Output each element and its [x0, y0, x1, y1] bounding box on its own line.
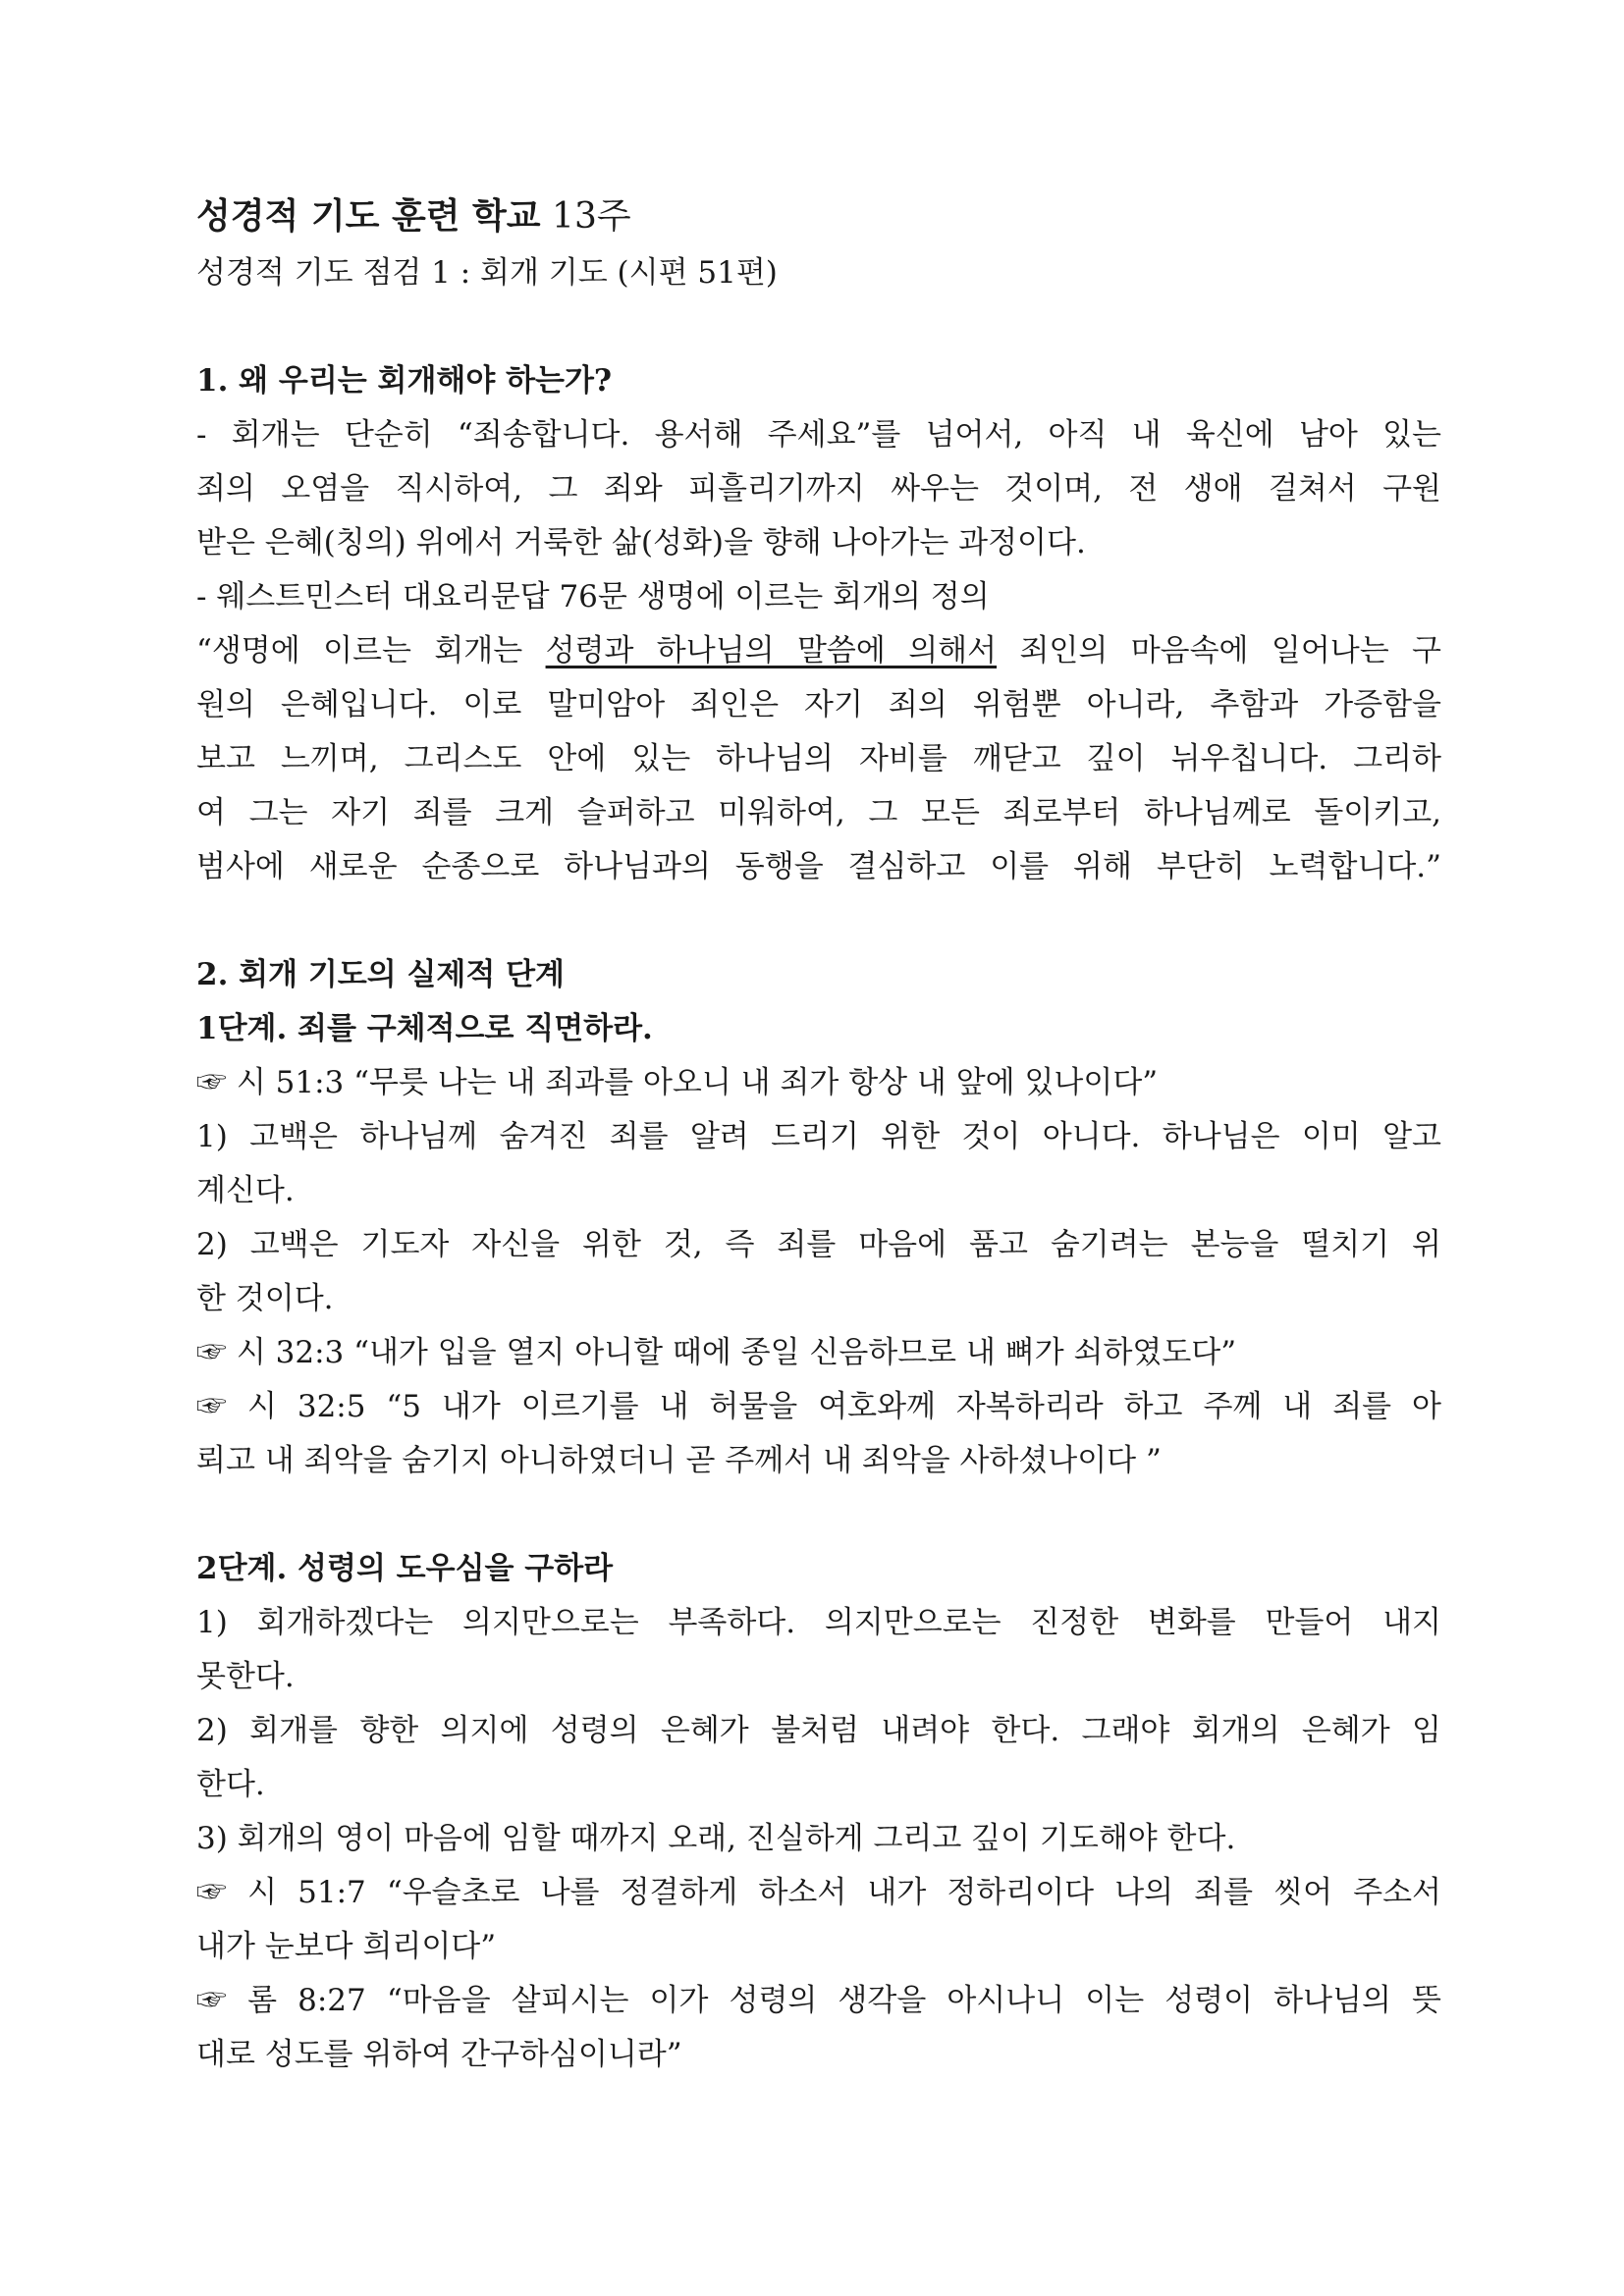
step2-point2-line2: 한다.	[196, 1767, 265, 1802]
verse-rom8-27-line2: 대로 성도를 위하여 간구하심이니라”	[196, 2037, 682, 2072]
verse-ps32-3: ☞ 시 32:3 “내가 입을 열지 아니할 때에 종일 신음하므로 내 뼈가 쇠하였도다”	[196, 1335, 1237, 1370]
section1-bullet2: - 웨스트민스터 대요리문답 76문 생명에 이르는 회개의 정의	[196, 579, 990, 614]
quote-post: 죄인의 마음속에 일어나는 구	[997, 633, 1441, 668]
step2-point2-line1: 2) 회개를 향한 의지에 성령의 은혜가 불처럼 내려야 한다. 그래야 회개의 은혜가 임	[196, 1713, 1441, 1748]
step2-point1-line2: 못한다.	[196, 1659, 295, 1694]
spacer	[196, 894, 1441, 948]
section1-bullet1	[196, 408, 1441, 570]
step1-heading: 1단계. 죄를 구체적으로 직면하라.	[196, 1011, 653, 1046]
week-label: 13주	[552, 196, 631, 237]
verse-ps51-7-line1: ☞ 시 51:7 “우슬초로 나를 정결하게 하소서 내가 정하리이다 나의 죄를 씻어 주소서	[196, 1875, 1441, 1910]
title-text: 성경적 기도 훈련 학교	[196, 195, 541, 237]
quote-line4: 여 그는 자기 죄를 크게 슬퍼하고 미워하여, 그 모든 죄로부터 하나님께로 돌이키고,	[196, 795, 1441, 830]
verse-ps51-3: ☞ 시 51:3 “무릇 나는 내 죄과를 아오니 내 죄가 항상 내 앞에 있나이다”	[196, 1065, 1159, 1100]
quote-pre: “생명에 이르는 회개는	[196, 633, 546, 668]
verse-ps51-7-line2: 내가 눈보다 희리이다”	[196, 1929, 497, 1964]
quote-line3: 보고 느끼며, 그리스도 안에 있는 하나님의 자비를 깨닫고 깊이 뉘우칩니다. 그리하	[196, 741, 1441, 776]
step2-point1-line1: 1) 회개하겠다는 의지만으로는 부족하다. 의지만으로는 진정한 변화를 만들어 내지	[196, 1605, 1441, 1640]
quote-line5: 범사에 새로운 순종으로 하나님과의 동행을 결심하고 이를 위해 부단히 노력합니다.”	[196, 849, 1441, 884]
quote-line2: 원의 은혜입니다. 이로 말미암아 죄인은 자기 죄의 위험뿐 아니라, 추함과 가증함을	[196, 687, 1441, 722]
point1-line1: 1) 고백은 하나님께 숨겨진 죄를 알려 드리기 위한 것이 아니다. 하나님은 이미 알고	[196, 1119, 1441, 1154]
document-subtitle: 성경적 기도 점검 1 : 회개 기도 (시편 51편)	[196, 255, 778, 291]
verse-ps32-5-line1: ☞ 시 32:5 “5 내가 이르기를 내 허물을 여호와께 자복하리라 하고 주께 내 죄를 아	[196, 1389, 1441, 1424]
document-page	[196, 187, 1441, 2082]
point1-line2: 계신다.	[196, 1173, 295, 1208]
bullet1-line1: - 회개는 단순히 “죄송합니다. 용서해 주세요”를 넘어서, 아직 내 육신에 남아 있는	[196, 417, 1441, 453]
quote-underlined: 성령과 하나님의 말씀에 의해서	[545, 633, 998, 668]
quote-line1	[196, 624, 1441, 678]
spacer	[196, 1488, 1441, 1542]
point2-line1: 2) 고백은 기도자 자신을 위한 것, 즉 죄를 마음에 품고 숨기려는 본능을 떨치기 위	[196, 1227, 1441, 1262]
section2-heading: 2. 회개 기도의 실제적 단계	[196, 957, 565, 992]
document-title	[196, 187, 1441, 246]
verse-ps32-5-line2: 뢰고 내 죄악을 숨기지 아니하였더니 곧 주께서 내 죄악을 사하셨나이다 ”	[196, 1443, 1162, 1478]
point2-line2: 한 것이다.	[196, 1281, 334, 1316]
bullet1-line3: 받은 은혜(칭의) 위에서 거룩한 삶(성화)을 향해 나아가는 과정이다.	[196, 525, 1086, 561]
section1-heading: 1. 왜 우리는 회개해야 하는가?	[196, 363, 613, 399]
verse-rom8-27-line1: ☞ 롬 8:27 “마음을 살피시는 이가 성령의 생각을 아시나니 이는 성령이 하나님의 뜻	[196, 1983, 1441, 2018]
step2-heading: 2단계. 성령의 도우심을 구하라	[196, 1551, 614, 1586]
bullet1-line2: 죄의 오염을 직시하여, 그 죄와 피흘리기까지 싸우는 것이며, 전 생애 걸쳐서 구원	[196, 471, 1441, 507]
step2-point3: 3) 회개의 영이 마음에 임할 때까지 오래, 진실하게 그리고 깊이 기도해야 한다.	[196, 1821, 1236, 1856]
